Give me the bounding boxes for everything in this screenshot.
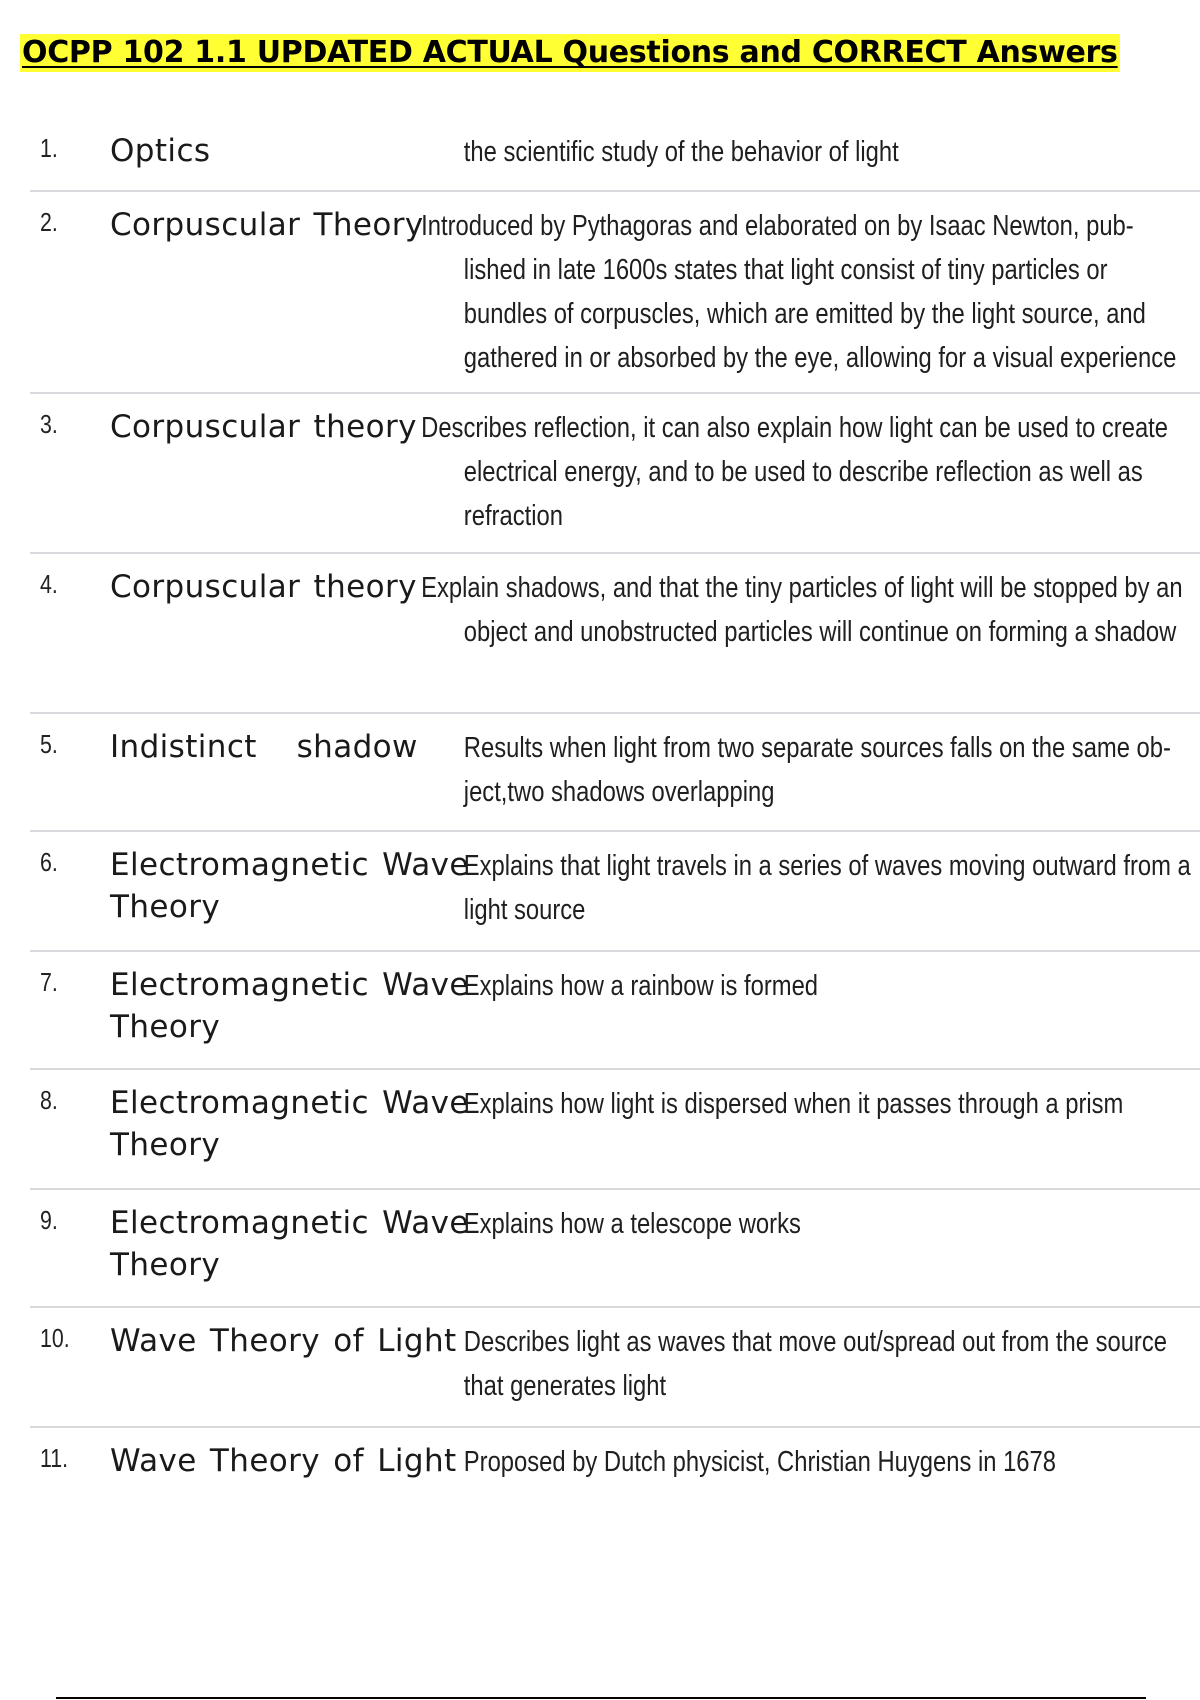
item-definition: Explain shadows, and that the tiny particles of light will be stopped by an object and unobstructed particles will continue on forming a shadow: [421, 572, 1183, 648]
item-number: 7.: [40, 967, 58, 997]
item-definition: Describes reflection, it can also explain how light can be used to create electrical energy, and to be used to describe reflection as well as refraction: [421, 412, 1169, 532]
qa-row: [30, 1070, 1200, 1190]
item-term: Indistinct shadow: [110, 729, 418, 765]
item-definition: Describes light as waves that move out/spread out from the source that generates light: [463, 1326, 1167, 1402]
qa-list: [30, 118, 1200, 1518]
qa-row: [30, 1428, 1200, 1518]
item-definition: Introduced by Pythagoras and elaborated on by Isaac Newton, pub- lished in late 1600s states that light consist of tiny particles or bundles of corpuscles, which are emitted by the light source, and gathered in or absorbed by the eye, allowing for a visual experience: [421, 210, 1177, 374]
item-number: 1.: [40, 133, 58, 163]
item-term: Corpuscular Theory: [110, 207, 424, 243]
item-number: 11.: [40, 1443, 69, 1473]
item-term: Wave Theory of Light: [110, 1443, 457, 1479]
item-definition: Explains how light is dispersed when it passes through a prism: [463, 1088, 1124, 1120]
qa-row: [30, 394, 1200, 554]
qa-row: [30, 1308, 1200, 1428]
item-term: Optics: [110, 133, 211, 169]
item-definition-wrap: [390, 726, 1194, 814]
qa-row: [30, 118, 1200, 192]
item-number: 8.: [40, 1085, 58, 1115]
item-definition-wrap: [390, 406, 1194, 538]
item-number: 4.: [40, 569, 58, 599]
item-definition-wrap: [390, 1320, 1194, 1408]
item-number: 6.: [40, 847, 58, 877]
item-number: 9.: [40, 1205, 58, 1235]
qa-row: [30, 554, 1200, 714]
item-definition: Proposed by Dutch physicist, Christian Huygens in 1678: [463, 1446, 1056, 1478]
item-number: 5.: [40, 729, 58, 759]
item-term: Electromagnetic Wave Theory: [110, 1205, 469, 1283]
item-definition-wrap: [390, 1440, 1194, 1484]
item-number: 10.: [40, 1323, 70, 1353]
footer-divider: [56, 1697, 1146, 1699]
item-term: Corpuscular theory: [110, 569, 417, 605]
document-title: OCPP 102 1.1 UPDATED ACTUAL Questions and CORRECT Answers: [22, 35, 1118, 70]
item-definition-wrap: [390, 964, 1194, 1008]
item-definition: Results when light from two separate sources falls on the same ob- ject,two shadows overlapping: [463, 732, 1171, 808]
item-number: 2.: [40, 207, 58, 237]
item-definition: Explains that light travels in a series of waves moving outward from a light source: [463, 850, 1191, 926]
qa-row: [30, 952, 1200, 1070]
item-term: Electromagnetic Wave Theory: [110, 967, 469, 1045]
qa-row: [30, 714, 1200, 832]
item-definition-wrap: [390, 844, 1194, 932]
qa-row: [30, 832, 1200, 952]
item-number: 3.: [40, 409, 58, 439]
qa-row: [30, 1190, 1200, 1308]
item-definition: Explains how a telescope works: [463, 1208, 801, 1240]
item-term: Corpuscular theory: [110, 409, 417, 445]
item-definition-wrap: [390, 566, 1194, 654]
item-definition-wrap: [390, 204, 1194, 380]
item-definition: the scientific study of the behavior of light: [463, 136, 899, 168]
qa-row: [30, 192, 1200, 394]
item-term: Electromagnetic Wave Theory: [110, 1085, 469, 1163]
item-definition-wrap: [390, 1202, 1194, 1246]
item-term: Electromagnetic Wave Theory: [110, 847, 469, 925]
item-definition-wrap: [390, 130, 1194, 174]
item-definition-wrap: [390, 1082, 1194, 1126]
item-term: Wave Theory of Light: [110, 1323, 457, 1359]
item-definition: Explains how a rainbow is formed: [463, 970, 819, 1002]
